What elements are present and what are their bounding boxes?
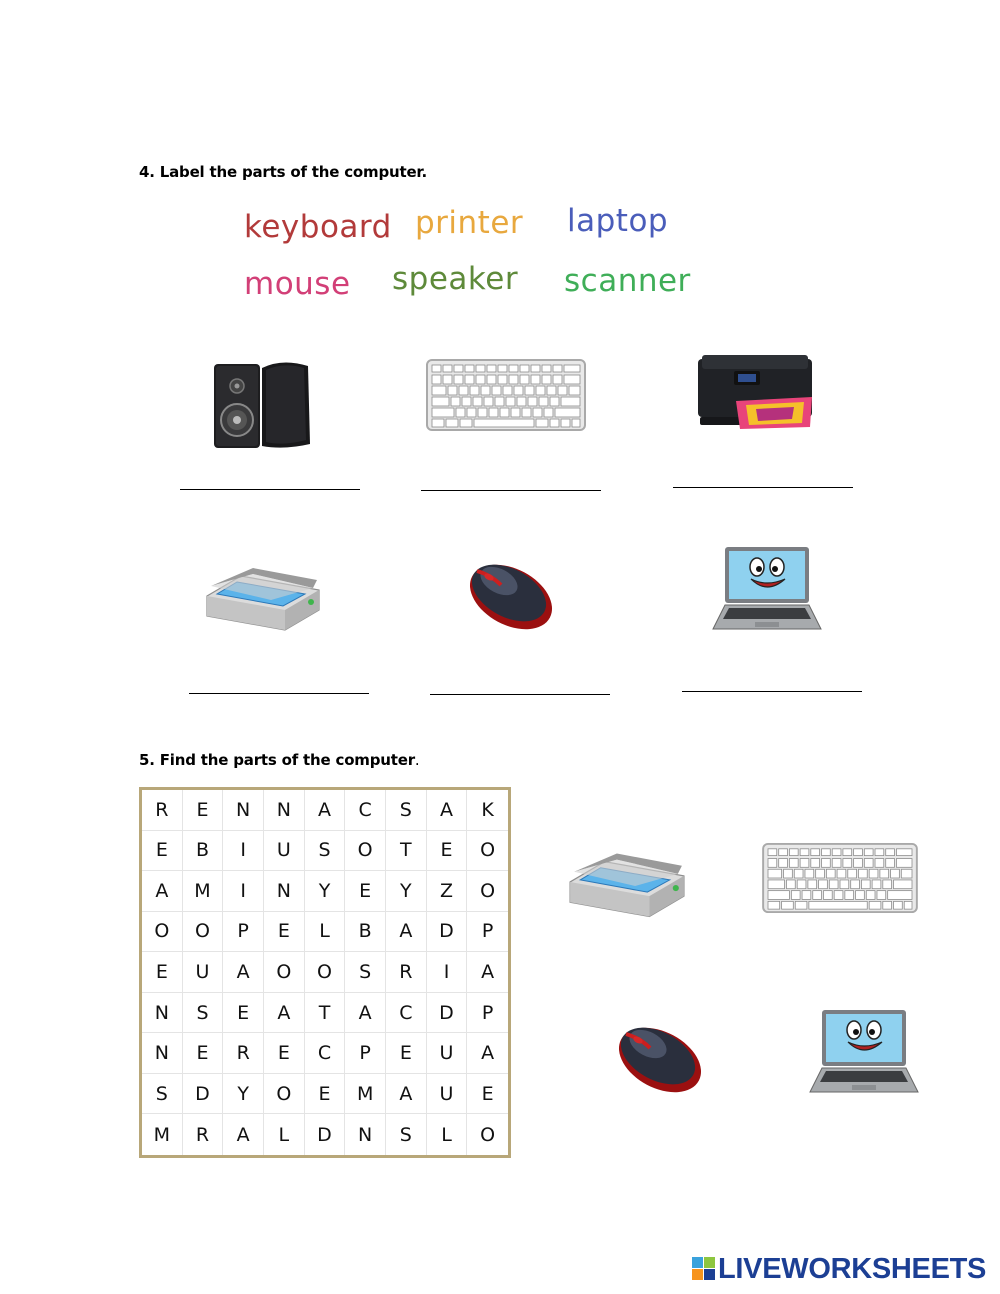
brand-text: LIVEWORKSHEETS xyxy=(718,1252,987,1285)
grid-cell[interactable]: P xyxy=(467,912,508,953)
grid-cell[interactable]: T xyxy=(305,993,346,1034)
word-keyboard: keyboard xyxy=(244,209,392,245)
answer-input-mouse[interactable] xyxy=(430,665,614,695)
grid-cell[interactable]: P xyxy=(345,1033,386,1074)
section-5-heading-period: . xyxy=(414,751,420,769)
grid-cell[interactable]: M xyxy=(183,871,224,912)
grid-cell[interactable]: S xyxy=(305,831,346,872)
grid-cell[interactable]: O xyxy=(467,871,508,912)
grid-cell[interactable]: I xyxy=(223,831,264,872)
grid-cell[interactable]: E xyxy=(264,1033,305,1074)
grid-cell[interactable]: N xyxy=(264,790,305,831)
answer-input-scanner[interactable] xyxy=(189,664,373,694)
grid-cell[interactable]: S xyxy=(386,790,427,831)
speaker-icon xyxy=(212,358,314,450)
grid-cell[interactable]: A xyxy=(427,790,468,831)
grid-cell[interactable]: C xyxy=(345,790,386,831)
grid-cell[interactable]: B xyxy=(183,831,224,872)
grid-cell[interactable]: I xyxy=(223,871,264,912)
grid-cell[interactable]: N xyxy=(142,1033,183,1074)
grid-cell[interactable]: E xyxy=(223,993,264,1034)
grid-cell[interactable]: Y xyxy=(223,1074,264,1115)
grid-cell[interactable]: N xyxy=(223,790,264,831)
grid-cell[interactable]: A xyxy=(467,1033,508,1074)
grid-cell[interactable]: R xyxy=(386,952,427,993)
grid-cell[interactable]: I xyxy=(427,952,468,993)
grid-cell[interactable]: A xyxy=(223,952,264,993)
grid-cell[interactable]: C xyxy=(386,993,427,1034)
grid-cell[interactable]: O xyxy=(264,952,305,993)
grid-cell[interactable]: L xyxy=(264,1114,305,1155)
grid-cell[interactable]: D xyxy=(427,912,468,953)
section-5-heading-text: 5. Find the parts of the computer xyxy=(139,751,415,769)
grid-cell[interactable]: U xyxy=(427,1074,468,1115)
grid-cell[interactable]: O xyxy=(467,831,508,872)
grid-cell[interactable]: E xyxy=(305,1074,346,1115)
grid-cell[interactable]: S xyxy=(183,993,224,1034)
grid-cell[interactable]: R xyxy=(183,1114,224,1155)
grid-cell[interactable]: A xyxy=(264,993,305,1034)
grid-cell[interactable]: D xyxy=(427,993,468,1034)
word-printer: printer xyxy=(415,205,524,241)
grid-cell[interactable]: E xyxy=(467,1074,508,1115)
grid-cell[interactable]: M xyxy=(142,1114,183,1155)
grid-cell[interactable]: P xyxy=(223,912,264,953)
grid-cell[interactable]: E xyxy=(183,1033,224,1074)
word-scanner: scanner xyxy=(564,263,691,299)
scanner-icon xyxy=(564,845,688,925)
section-5-heading xyxy=(139,751,419,769)
scanner-icon xyxy=(201,566,323,632)
grid-cell[interactable]: K xyxy=(467,790,508,831)
grid-cell[interactable]: Y xyxy=(305,871,346,912)
grid-cell[interactable]: A xyxy=(386,1074,427,1115)
grid-cell[interactable]: N xyxy=(345,1114,386,1155)
grid-cell[interactable]: U xyxy=(264,831,305,872)
grid-cell[interactable]: S xyxy=(142,1074,183,1115)
grid-cell[interactable]: A xyxy=(467,952,508,993)
grid-cell[interactable]: O xyxy=(305,952,346,993)
liveworksheets-logo[interactable] xyxy=(692,1252,986,1286)
grid-cell[interactable]: D xyxy=(183,1074,224,1115)
grid-cell[interactable]: T xyxy=(386,831,427,872)
keyboard-icon xyxy=(760,842,920,914)
grid-cell[interactable]: O xyxy=(345,831,386,872)
grid-cell[interactable]: A xyxy=(305,790,346,831)
grid-cell[interactable]: U xyxy=(183,952,224,993)
grid-cell[interactable]: E xyxy=(264,912,305,953)
answer-input-laptop[interactable] xyxy=(682,662,866,692)
grid-cell[interactable]: N xyxy=(264,871,305,912)
laptop-icon xyxy=(711,545,823,633)
grid-cell[interactable]: R xyxy=(223,1033,264,1074)
grid-cell[interactable]: O xyxy=(264,1074,305,1115)
grid-cell[interactable]: C xyxy=(305,1033,346,1074)
section-4-heading: 4. Label the parts of the computer. xyxy=(139,163,427,181)
grid-cell[interactable]: D xyxy=(305,1114,346,1155)
answer-input-printer[interactable] xyxy=(673,458,857,488)
grid-cell[interactable]: A xyxy=(223,1114,264,1155)
grid-cell[interactable]: B xyxy=(345,912,386,953)
grid-cell[interactable]: E xyxy=(427,831,468,872)
grid-cell[interactable]: R xyxy=(142,790,183,831)
mouse-icon xyxy=(610,1018,706,1096)
grid-cell[interactable]: A xyxy=(142,871,183,912)
grid-cell[interactable]: E xyxy=(345,871,386,912)
grid-cell[interactable]: Y xyxy=(386,871,427,912)
grid-cell[interactable]: O xyxy=(183,912,224,953)
word-speaker: speaker xyxy=(392,261,519,297)
grid-cell[interactable]: S xyxy=(345,952,386,993)
answer-input-speaker[interactable] xyxy=(180,460,364,490)
grid-cell[interactable]: A xyxy=(345,993,386,1034)
grid-cell[interactable]: Z xyxy=(427,871,468,912)
grid-cell[interactable]: E xyxy=(386,1033,427,1074)
mouse-icon xyxy=(461,555,557,633)
word-search-grid[interactable] xyxy=(139,787,511,1158)
grid-cell[interactable]: A xyxy=(386,912,427,953)
grid-cell[interactable]: P xyxy=(467,993,508,1034)
grid-cell[interactable]: M xyxy=(345,1074,386,1115)
grid-cell[interactable]: E xyxy=(142,952,183,993)
grid-cell[interactable]: E xyxy=(142,831,183,872)
grid-cell[interactable]: U xyxy=(427,1033,468,1074)
answer-input-keyboard[interactable] xyxy=(421,461,605,491)
grid-cell[interactable]: E xyxy=(183,790,224,831)
grid-cell[interactable]: L xyxy=(305,912,346,953)
live-badge-icon xyxy=(692,1257,716,1281)
word-laptop: laptop xyxy=(567,203,669,239)
keyboard-icon xyxy=(425,358,587,432)
grid-cell[interactable]: L xyxy=(427,1114,468,1155)
laptop-icon xyxy=(808,1008,920,1096)
grid-cell[interactable]: S xyxy=(386,1114,427,1155)
grid-cell[interactable]: N xyxy=(142,993,183,1034)
printer-icon xyxy=(694,349,816,431)
grid-cell[interactable]: O xyxy=(142,912,183,953)
grid-cell[interactable]: O xyxy=(480,1123,496,1146)
word-mouse: mouse xyxy=(244,266,351,302)
